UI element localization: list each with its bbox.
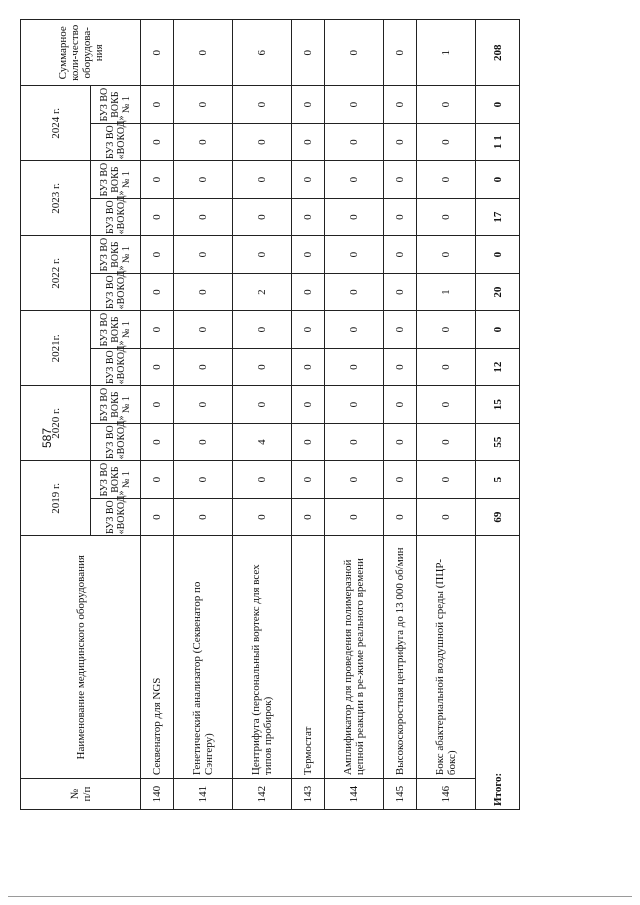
row-number: 140	[141, 779, 174, 810]
row-value: 0	[383, 123, 416, 161]
row-value: 0	[232, 348, 291, 386]
row-value: 0	[232, 461, 291, 499]
header-sub-vokb: БУЗ ВО ВОКБ № 1	[91, 86, 141, 124]
table-row	[232, 20, 291, 810]
table-row	[292, 20, 325, 810]
row-value: 0	[292, 498, 325, 536]
row-value: 0	[292, 386, 325, 424]
totals-value: 1 1	[476, 123, 520, 161]
header-year: 2024 г.	[21, 86, 91, 161]
row-equipment-name: Амплификатор для проведения полимеразной цепной реакции в ре-жиме реального времени	[324, 536, 383, 779]
row-equipment-name: Термостат	[292, 536, 325, 779]
row-value: 0	[232, 123, 291, 161]
row-value: 0	[141, 161, 174, 199]
row-value: 0	[292, 198, 325, 236]
header-sub-vokod: БУЗ ВО «ВОКОД»	[91, 423, 141, 461]
row-value: 0	[324, 386, 383, 424]
row-value: 0	[141, 198, 174, 236]
totals-value: 12	[476, 348, 520, 386]
row-value: 0	[173, 123, 232, 161]
row-value: 0	[416, 386, 475, 424]
header-year: 2021г.	[21, 311, 91, 386]
table-row	[173, 20, 232, 810]
row-value: 2	[232, 273, 291, 311]
header-sub-vokb: БУЗ ВО ВОКБ № 1	[91, 461, 141, 499]
row-number: 143	[292, 779, 325, 810]
row-value: 0	[416, 423, 475, 461]
row-number: 145	[383, 779, 416, 810]
row-value: 0	[141, 386, 174, 424]
row-value: 0	[383, 273, 416, 311]
row-total: 1	[416, 20, 475, 86]
totals-value: 0	[476, 161, 520, 199]
header-sub-vokod: БУЗ ВО «ВОКОД»	[91, 498, 141, 536]
header-sub-vokb: БУЗ ВО ВОКБ № 1	[91, 236, 141, 274]
row-value: 0	[173, 461, 232, 499]
header-year: 2020 г.	[21, 386, 91, 461]
row-value: 0	[383, 161, 416, 199]
row-value: 0	[324, 423, 383, 461]
header-sub-vokb: БУЗ ВО ВОКБ № 1	[91, 161, 141, 199]
row-total: 0	[324, 20, 383, 86]
row-value: 0	[232, 161, 291, 199]
row-value: 0	[292, 86, 325, 124]
row-value: 0	[232, 86, 291, 124]
header-sub-vokod: БУЗ ВО «ВОКОД»	[91, 348, 141, 386]
row-total: 0	[173, 20, 232, 86]
row-value: 0	[292, 123, 325, 161]
row-value: 0	[324, 198, 383, 236]
row-value: 0	[173, 423, 232, 461]
row-value: 0	[383, 386, 416, 424]
row-value: 0	[141, 423, 174, 461]
row-equipment-name: Центрифуга (персональный вортекс для всех типов пробирок)	[232, 536, 291, 779]
row-value: 0	[173, 386, 232, 424]
row-value: 0	[141, 86, 174, 124]
page-number: 587	[40, 427, 54, 448]
row-value: 0	[292, 348, 325, 386]
header-sub-vokod: БУЗ ВО «ВОКОД»	[91, 123, 141, 161]
row-value: 0	[324, 498, 383, 536]
header-name: Наименование медицинского оборудования	[21, 536, 141, 779]
row-value: 0	[173, 236, 232, 274]
totals-value: 5	[476, 461, 520, 499]
totals-value: 20	[476, 273, 520, 311]
row-value: 0	[232, 386, 291, 424]
row-value: 0	[173, 86, 232, 124]
row-value: 0	[324, 311, 383, 349]
row-number: 141	[173, 779, 232, 810]
table-row	[383, 20, 416, 810]
row-number: 144	[324, 779, 383, 810]
row-value: 0	[416, 236, 475, 274]
header-year: 2023 г.	[21, 161, 91, 236]
row-value: 0	[141, 498, 174, 536]
row-value: 0	[141, 236, 174, 274]
row-value: 0	[383, 498, 416, 536]
page-bottom-rule	[8, 896, 632, 897]
row-value: 0	[292, 423, 325, 461]
table-row	[141, 20, 174, 810]
row-value: 0	[141, 348, 174, 386]
row-value: 0	[232, 311, 291, 349]
row-total: 0	[292, 20, 325, 86]
row-value: 0	[292, 161, 325, 199]
totals-value: 69	[476, 498, 520, 536]
row-value: 0	[292, 236, 325, 274]
row-value: 0	[173, 348, 232, 386]
totals-grand-total: 208	[476, 20, 520, 86]
row-value: 0	[416, 498, 475, 536]
row-value: 0	[383, 461, 416, 499]
row-value: 0	[416, 86, 475, 124]
row-value: 0	[416, 348, 475, 386]
header-sub-vokb: БУЗ ВО ВОКБ № 1	[91, 386, 141, 424]
row-total: 0	[141, 20, 174, 86]
row-value: 0	[324, 348, 383, 386]
row-value: 0	[141, 461, 174, 499]
header-year: 2022 г.	[21, 236, 91, 311]
row-value: 0	[416, 461, 475, 499]
row-value: 0	[324, 123, 383, 161]
row-value: 0	[141, 311, 174, 349]
row-number: 146	[416, 779, 475, 810]
row-value: 0	[173, 198, 232, 236]
row-equipment-name: Генетический анализатор (Секвенатор по Сэнгеру)	[173, 536, 232, 779]
row-value: 0	[292, 273, 325, 311]
row-value: 0	[141, 123, 174, 161]
row-value: 0	[292, 461, 325, 499]
header-sub-vokb: БУЗ ВО ВОКБ № 1	[91, 311, 141, 349]
row-value: 4	[232, 423, 291, 461]
row-value: 0	[416, 311, 475, 349]
totals-value: 0	[476, 236, 520, 274]
table-sheet	[20, 20, 520, 810]
row-value: 0	[383, 236, 416, 274]
row-value: 0	[416, 198, 475, 236]
row-value: 0	[383, 348, 416, 386]
row-total: 0	[383, 20, 416, 86]
row-value: 0	[232, 198, 291, 236]
row-value: 0	[383, 86, 416, 124]
header-year: 2019 г.	[21, 461, 91, 536]
header-total-label: Суммарное коли-чество оборудова-ния	[21, 20, 141, 86]
totals-row	[476, 20, 520, 810]
row-value: 1	[416, 273, 475, 311]
totals-value: 0	[476, 86, 520, 124]
row-equipment-name: Бокс абактериальной воздушной среды (ПЦР-бокс)	[416, 536, 475, 779]
header-num-cell	[21, 779, 141, 810]
row-equipment-name: Секвенатор для NGS	[141, 536, 174, 779]
header-num: №	[68, 788, 81, 800]
row-value: 0	[324, 86, 383, 124]
row-value: 0	[324, 236, 383, 274]
row-value: 0	[324, 273, 383, 311]
row-value: 0	[141, 273, 174, 311]
row-number: 142	[232, 779, 291, 810]
totals-label: Итого:	[476, 536, 520, 810]
row-value: 0	[383, 198, 416, 236]
row-value: 0	[292, 311, 325, 349]
header-sub-vokod: БУЗ ВО «ВОКОД»	[91, 273, 141, 311]
row-value: 0	[173, 273, 232, 311]
row-value: 0	[173, 498, 232, 536]
header-num-sub: п/п	[80, 786, 93, 802]
table-row	[416, 20, 475, 810]
row-value: 0	[173, 311, 232, 349]
header-sub-vokod: БУЗ ВО «ВОКОД»	[91, 198, 141, 236]
totals-value: 17	[476, 198, 520, 236]
table-row	[324, 20, 383, 810]
equipment-table	[20, 19, 520, 810]
totals-value: 15	[476, 386, 520, 424]
totals-value: 55	[476, 423, 520, 461]
row-value: 0	[383, 311, 416, 349]
row-value: 0	[383, 423, 416, 461]
row-value: 0	[324, 461, 383, 499]
row-value: 0	[324, 161, 383, 199]
row-total: 6	[232, 20, 291, 86]
row-value: 0	[232, 498, 291, 536]
totals-value: 0	[476, 311, 520, 349]
row-equipment-name: Высокоскоростная центрифуга до 13 000 об/мин	[383, 536, 416, 779]
row-value: 0	[416, 123, 475, 161]
row-value: 0	[173, 161, 232, 199]
row-value: 0	[232, 236, 291, 274]
row-value: 0	[416, 161, 475, 199]
